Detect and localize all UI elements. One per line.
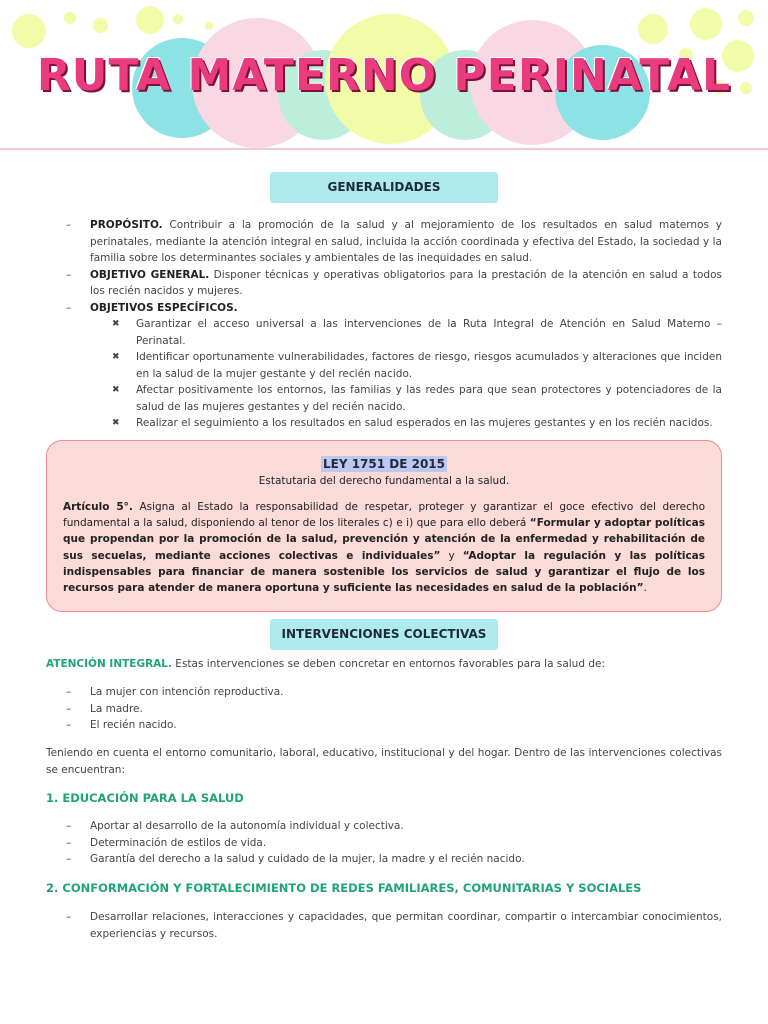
objetivo-especifico: Identificar oportunamente vulnerabilidades, factores de riesgo, riesgos acumulados y alteraciones que inciden en la salud de la mujer gestante y del recién nacido. (136, 351, 722, 380)
decor-circle (12, 14, 46, 48)
header-divider (0, 148, 768, 150)
educacion-heading: 1. EDUCACIÓN PARA LA SALUD (46, 791, 244, 805)
dash-bullet: – (66, 853, 72, 865)
entorno-paragraph: Teniendo en cuenta el entorno comunitario, laboral, educativo, institucional y del hogar. Dentro de las intervenciones colectivas se encuentran: (46, 747, 722, 776)
decor-circle (136, 6, 164, 34)
ley-text: . (643, 582, 647, 595)
grupo-item: El recién nacido. (90, 719, 177, 731)
list-item (46, 717, 722, 734)
ley-text: Asigna al Estado la responsabilidad de respetar, proteger y garantizar el goce efectivo del derecho fundamental a la salud, disponiendo al tenor de los literales c) e i) que para ello deberá (63, 501, 705, 530)
ley-callout-box (46, 440, 722, 612)
educacion-item: Determinación de estilos de vida. (90, 836, 267, 849)
sub-list-item (46, 349, 722, 382)
decor-circle (93, 18, 108, 33)
ley-title: LEY 1751 DE 2015 (322, 457, 446, 471)
dash-bullet: – (66, 219, 72, 231)
dash-bullet: – (66, 686, 72, 698)
page-header (0, 0, 768, 150)
decor-circle (738, 10, 754, 26)
grupo-item: La madre. (90, 702, 143, 715)
generalidades-content (46, 217, 722, 432)
x-bullet-icon: ✖ (112, 385, 120, 395)
list-item (46, 909, 722, 942)
objetivos-especificos-label: OBJETIVOS ESPECÍFICOS. (90, 301, 238, 314)
atencion-text: Estas intervenciones se deben concretar en entornos favorables para la salud de: (171, 658, 606, 670)
objetivo-especifico: Afectar positivamente los entornos, las familias y las redes para que sean protectores y potenciadores de la salud de las mujeres gestantes y del recién nacido. (136, 384, 722, 413)
redes-heading: 2. CONFORMACIÓN Y FORTALECIMIENTO DE REDES FAMILIARES, COMUNITARIAS Y SOCIALES (46, 881, 642, 895)
section-heading-intervenciones: INTERVENCIONES COLECTIVAS (270, 619, 498, 650)
ley-text: y (440, 549, 463, 562)
list-item (46, 267, 722, 300)
educacion-item: Aportar al desarrollo de la autonomía individual y colectiva. (90, 820, 404, 832)
sub-list-item (46, 316, 722, 349)
dash-bullet: – (66, 702, 72, 715)
sub-list-item (46, 382, 722, 415)
decor-circle (205, 22, 213, 30)
decor-circle (638, 14, 668, 44)
decor-circle (64, 12, 76, 24)
decor-circle (173, 14, 183, 24)
dash-bullet: – (66, 719, 72, 731)
x-bullet-icon: ✖ (112, 319, 120, 329)
objetivo-general-text: Disponer técnicas y operativas obligatorios para la prestación de la atención en salud a todos los recién nacidos y mujeres. (90, 268, 722, 297)
dash-bullet: – (66, 820, 72, 832)
ley-body (63, 499, 705, 596)
list-item (46, 684, 722, 701)
ley-quote: “Adoptar la regulación y las políticas indispensables para financiar de manera sostenible los servicios de salud y garantizar el flujo de los recursos para atender de manera oportuna y suficiente las necesidades en salud de la población” (63, 549, 706, 595)
educacion-list (46, 818, 722, 868)
atencion-label: ATENCIÓN INTEGRAL. (46, 658, 172, 670)
redes-list (46, 909, 722, 942)
redes-item: Desarrollar relaciones, interacciones y capacidades, que permitan coordinar, compartir o intercambiar conocimientos, experiencias y recursos. (90, 911, 722, 940)
proposito-label: PROPÓSITO. (90, 219, 163, 231)
dash-bullet: – (66, 911, 72, 923)
section-heading-generalidades: GENERALIDADES (270, 172, 498, 203)
atencion-integral-paragraph (46, 656, 722, 673)
list-item (46, 300, 722, 317)
objetivo-especifico: Garantizar el acceso universal a las intervenciones de la Ruta Integral de Atención en Salud Materno – Perinatal. (136, 318, 722, 347)
ley-title-wrap (47, 453, 721, 472)
articulo-label: Artículo 5°. (63, 501, 133, 513)
grupo-item: La mujer con intención reproductiva. (90, 686, 284, 698)
x-bullet-icon: ✖ (112, 418, 120, 428)
list-item (46, 818, 722, 835)
list-item (46, 701, 722, 718)
list-item (46, 835, 722, 852)
proposito-text: Contribuir a la promoción de la salud y al mejoramiento de los resultados en salud maternos y perinatales, mediante la atención integral en salud, incluida la acción coordinada y efectiva del Estado, la sociedad y la familia sobre los determinantes sociales y ambientales de las inequidades en salud. (90, 219, 722, 264)
objetivo-general-label: OBJETIVO GENERAL. (90, 268, 210, 281)
decor-circle (690, 8, 722, 40)
ley-subtitle: Estatutaria del derecho fundamental a la salud. (258, 475, 510, 487)
dash-bullet: – (66, 301, 72, 314)
dash-bullet: – (66, 268, 72, 281)
list-item (46, 851, 722, 868)
list-item (46, 217, 722, 267)
sub-list-item (46, 415, 722, 432)
x-bullet-icon: ✖ (112, 352, 120, 362)
page-title: RUTA MATERNO PERINATAL (36, 50, 732, 101)
dash-bullet: – (66, 836, 72, 849)
objetivo-especifico: Realizar el seguimiento a los resultados en salud esperados en las mujeres gestantes y en los recién nacidos. (136, 417, 713, 429)
ley-quote: “Formular y adoptar políticas que propendan por la promoción de la salud, prevención y atención de la enfermedad y rehabilitación de sus secuelas, mediante acciones colectivas e individuales” (63, 517, 705, 562)
educacion-item: Garantía del derecho a la salud y cuidado de la mujer, la madre y el recién nacido. (90, 853, 525, 865)
grupos-list (46, 684, 722, 734)
